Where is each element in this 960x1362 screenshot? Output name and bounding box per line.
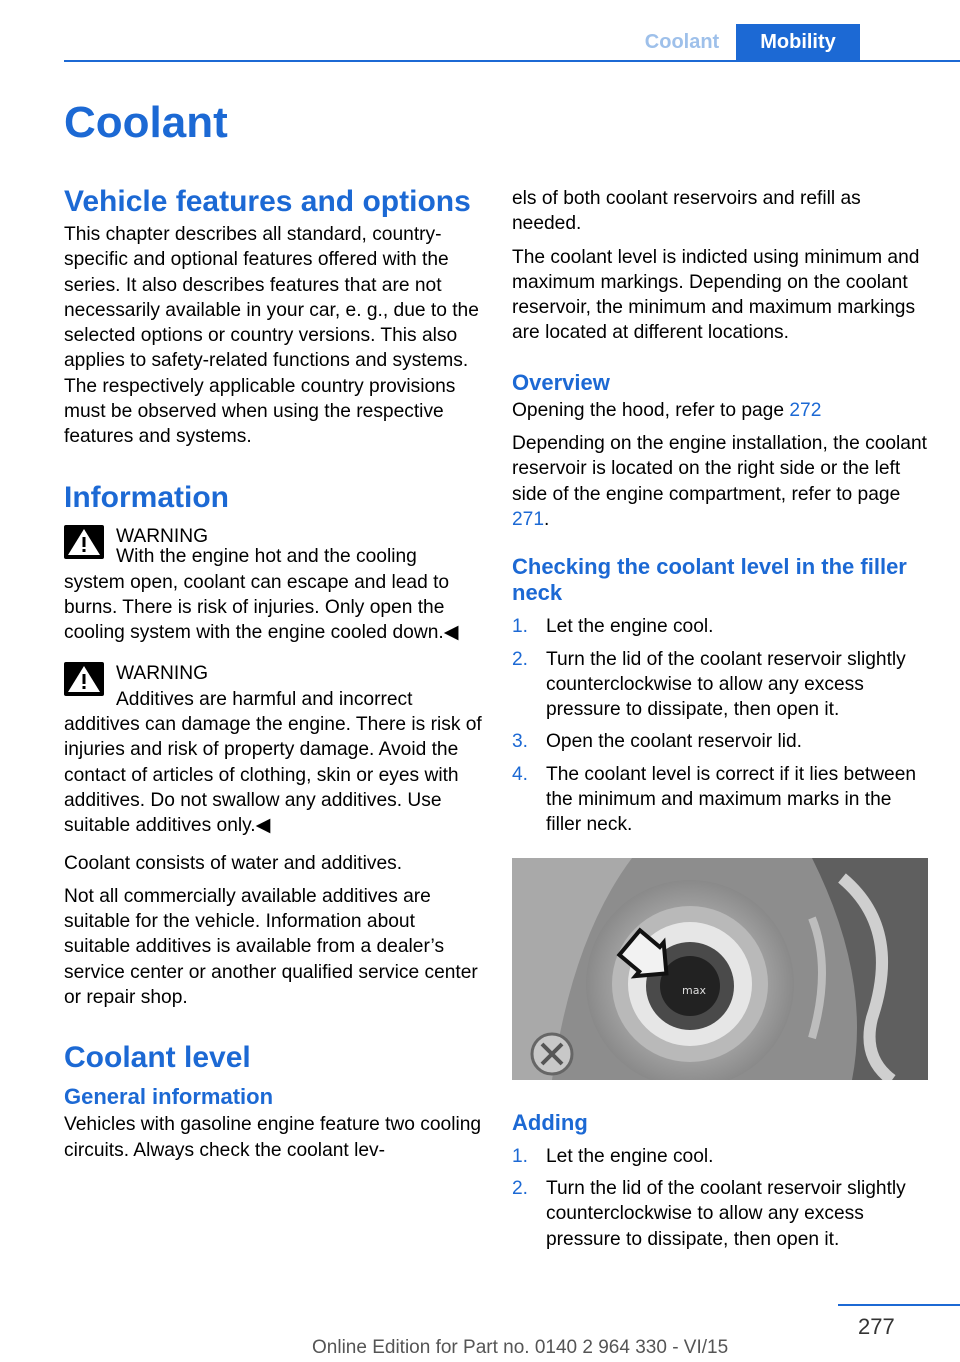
page-number: 277 [858,1314,895,1339]
list-item: 3. Open the coolant reservoir lid. [512,731,802,753]
continued-text: els of both coolant reservoirs and refill as needed. [512,188,861,235]
checking-steps-list [512,614,930,837]
warning-triangle-icon [64,662,104,696]
coolant-level-heading: Coolant level [64,1041,251,1075]
right-column [512,186,930,1259]
vehicle-features-heading: Vehicle features and options [64,185,471,218]
filler-neck-illustration [512,858,928,1080]
list-item: 1. Let the engine cool. [512,616,714,638]
warning2-text: Additives are harmful and incorrect additives can damage the engine. There is risk of injuries and risk of property damage. Avoid the contact of articles of clothing, skin or eyes with additives. Do not swallow any additives. Use suitable additives only.◀ [64,688,482,837]
page-link-272[interactable]: 272 [789,399,822,421]
list-item: 4. The coolant level is correct if it lies between the minimum and maximum marks in the filler neck. [512,763,917,836]
list-item: 1. Let the engine cool. [512,1145,714,1167]
depending-suffix: . [544,508,550,530]
left-column [64,184,482,1171]
filler-neck-photo [512,858,928,1080]
adding-heading: Adding [512,1109,588,1135]
opening-hood-label: Opening the hood, refer to page [512,399,790,421]
depending-label: Depending on the engine installation, the coolant reservoir is located on the right side or the left side of the engine compartment, refer to page [512,433,927,505]
footer-rule [838,1304,960,1306]
warning-title: WARNING [116,525,209,547]
warning-block-hot-engine [64,524,482,579]
chapter-title: Coolant [64,98,228,147]
list-item: 2. Turn the lid of the coolant reservoir slightly counterclockwise to allow any excess pressure to dissipate, then open it. [512,1177,906,1250]
coolant-consists-text: Coolant consists of water and additives. [64,852,403,874]
warning-title: WARNING [116,663,209,685]
page-link-271[interactable]: 271 [512,508,545,530]
information-heading: Information [64,480,229,514]
edition-footer: Online Edition for Part no. 0140 2 964 330 - VI/15 [312,1337,729,1358]
depending-text [512,431,930,532]
general-info-text: Vehicles with gasoline engine feature two cooling circuits. Always check the coolant lev- [64,1114,482,1161]
vehicle-features-text: This chapter describes all standard, country-specific and optional features offered with the series. It also describes features that are not necessarily available in your car, e. g., due to the selected options or country versions. This also applies to safety-related functions and systems. The respectively applicable country provisions must be observed when using the respective features and systems. [64,224,479,448]
additives-text: Not all commercially available additives are suitable for the vehicle. Information about suitable additives is available from a dealer’s service center or another qualified service center or repair shop. [64,885,478,1009]
warning1-text: With the engine hot and the cooling system open, coolant can escape and lead to burns. There is risk of injuries. Only open the cooling system with the engine cooled down.◀ [64,546,459,644]
warning-block-additives [64,661,482,686]
checking-heading: Checking the coolant level in the filler neck [512,554,907,606]
header-rule [64,60,960,62]
header-chapter-tab: Mobility [736,24,860,61]
overview-heading: Overview [512,369,610,395]
warning-triangle-icon [64,525,104,559]
general-info-heading: General information [64,1084,274,1110]
opening-hood-text [512,398,930,423]
warning-text [64,553,482,578]
header-section-tab: Coolant [644,31,720,53]
list-item: 2. Turn the lid of the coolant reservoir slightly counterclockwise to allow any excess pressure to dissipate, then open it. [512,648,906,721]
photo-cap-label: max [682,983,706,997]
adding-steps-list [512,1144,930,1252]
indicated-text: The coolant level is indicted using minimum and maximum markings. Depending on the coolant reservoir, the minimum and maximum markings are located at different locations. [512,246,920,344]
